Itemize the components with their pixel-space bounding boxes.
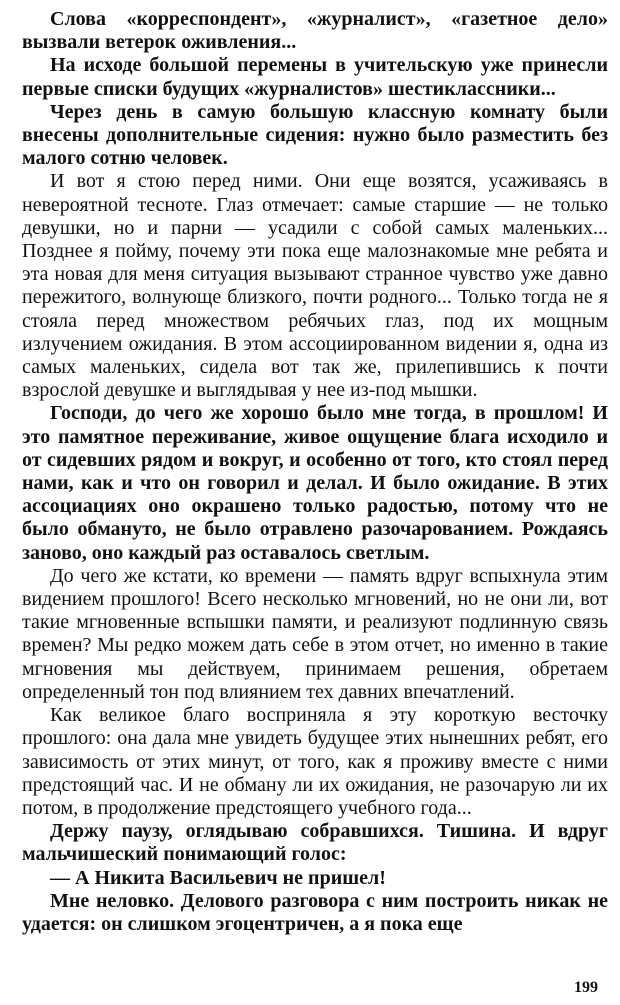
paragraph-9: — А Никита Васильевич не пришел! — [50, 866, 386, 889]
paragraph-3: Через день в самую большую классную комнату были внесены дополнительные сидения: нужно было разместить без малого сотню человек. — [22, 100, 608, 170]
page-text — [22, 8, 608, 936]
page-number: 199 — [574, 979, 598, 996]
paragraph-6: До чего же кстати, ко времени — память вдруг вспыхнула этим видением прошлого! Всего несколько мгновений, но не они ли, вот такие мгновенные вспышки памяти, и реализуют подлинную связь времен? Мы редко можем дать себе в этом отчет, но именно в такие мгновения мы действуем, принимаем решения, обретаем определенный тон под влиянием тех давних впечатлений. — [22, 564, 608, 703]
paragraph-8: Держу паузу, оглядываю собравшихся. Тишина. И вдруг мальчишеский понимающий голос: — [22, 820, 608, 866]
paragraph-5: Господи, до чего же хорошо было мне тогда, в прошлом! И это памятное переживание, живое ощущение блага исходило и от сидевших рядом и вокруг, и особенно от того, кто стоял перед нами, как и что он говорил и делал. И было ожидание. В этих ассоциациях оно окрашено только радостью, потому что не было обмануто, не было отравлено разочарованием. Рождаясь заново, оно каждый раз оставалось светлым. — [22, 402, 608, 564]
paragraph-7: Как великое благо восприняла я эту короткую весточку прошлого: она дала мне увидеть будущее этих нынешних ребят, его зависимость от этих минут, от того, как я проживу вместе с ними предстоящий час. И не обману ли их ожидания, не разочарую ли их потом, в продолжение предстоящего учебного года... — [22, 704, 608, 819]
paragraph-1: Слова «корреспондент», «журналист», «газетное дело» вызвали ветерок оживления... — [22, 8, 608, 54]
paragraph-10: Мне неловко. Делового разговора с ним построить никак не удается: он слишком эгоцентричен, а я пока еще — [22, 889, 608, 935]
paragraph-2: На исходе большой перемены в учительскую уже принесли первые списки будущих «журналистов» шестиклассники... — [22, 54, 608, 100]
paragraph-4: И вот я стою перед ними. Они еще возятся, усаживаясь в невероятной тесноте. Глаз отмечает: самые старшие — не только девушки, но и парни — усадили с собой самых маленьких... Позднее я пойму, почему эти пока еще малознакомые мне ребята и эта новая для меня ситуация вызывают странное чувство уже давно пережитого, волнующе близкого, почти родного... Только тогда не я стояла перед множеством ребячьих глаз, под их мощным излучением ожидания. В этом ассоциированном видении я, одна из самых маленьких, сидела вот так же, прилепившись к почти взрослой девушке и выглядывая у нее из-под мышки. — [22, 170, 608, 402]
